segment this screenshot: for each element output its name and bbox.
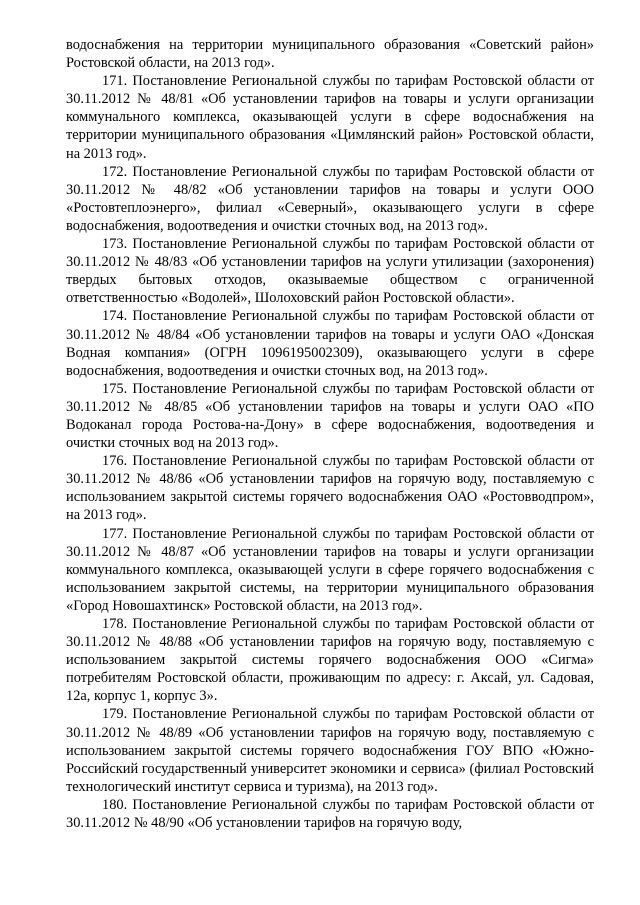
paragraph-item-176: 176. Постановление Региональной службы по тарифам Ростовской области от 30.11.2012 № 48/86 «Об установлении тарифов на горячую воду, поставляемую с использованием закрытой системы горячего водоснабжения ОАО «Ростовводпром», на 2013 год». xyxy=(66,453,594,524)
paragraph-item-175: 175. Постановление Региональной службы по тарифам Ростовской области от 30.11.2012 № 48/85 «Об установлении тарифов на товары и услуги ОАО «ПО Водоканал города Ростова-на-Дону» в сфере водоснабжения, водоотведения и очистки сточных вод на 2013 год». xyxy=(66,380,594,452)
paragraph-continuation: водоснабжения на территории муниципального образования «Советский район» Ростовской области, на 2013 год». xyxy=(66,37,594,72)
paragraph-item-179: 179. Постановление Региональной службы по тарифам Ростовской области от 30.11.2012 № 48/89 «Об установлении тарифов на горячую воду, поставляемую с использованием закрытой системы горячего водоснабжения ГОУ ВПО «Южно-Российский государственный университет экономики и сервиса» (филиал Ростовский технологический институт сервиса и туризма), на 2013 год». xyxy=(66,706,594,795)
paragraph-item-173: 173. Постановление Региональной службы по тарифам Ростовской области от 30.11.2012 № 48/83 «Об установлении тарифов на услуги утилизации (захоронения) твердых бытовых отходов, оказываемые обществом с ограниченной ответственностью «Водолей», Шолоховский район Ростовской области». xyxy=(66,236,594,307)
paragraph-item-177: 177. Постановление Региональной службы по тарифам Ростовской области от 30.11.2012 № 48/87 «Об установлении тарифов на товары и услуги организации коммунального комплекса, оказывающей услуги в сфере горячего водоснабжения с использованием закрытой системы, на территории муниципального образования «Город Новошахтинск» Ростовской области, на 2013 год». xyxy=(66,525,594,614)
paragraph-item-180: 180. Постановление Региональной службы по тарифам Ростовской области от 30.11.2012 № 48/90 «Об установлении тарифов на горячую воду, xyxy=(66,796,594,832)
document-page xyxy=(66,36,594,832)
paragraph-item-178: 178. Постановление Региональной службы по тарифам Ростовской области от 30.11.2012 № 48/88 «Об установлении тарифов на горячую воду, поставляемую с использованием закрытой системы горячего водоснабжения ООО «Сигма» потребителям Ростовской области, проживающим по адресу: г. Аксай, ул. Садовая, 12а, корпус 1, корпус 3». xyxy=(66,616,594,705)
paragraph-item-172: 172. Постановление Региональной службы по тарифам Ростовской области от 30.11.2012 № 48/82 «Об установлении тарифов на товары и услуги ООО «Ростовтеплоэнерго», филиал «Северный», оказывающего услуги в сфере водоснабжения, водоотведения и очистки сточных вод, на 2013 год». xyxy=(66,163,594,234)
paragraph-item-171: 171. Постановление Региональной службы по тарифам Ростовской области от 30.11.2012 № 48/81 «Об установлении тарифов на товары и услуги организации коммунального комплекса, оказывающей услуги в сфере водоснабжения на территории муниципального образования «Цимлянский район» Ростовской области, на 2013 год». xyxy=(66,73,594,162)
paragraph-item-174: 174. Постановление Региональной службы по тарифам Ростовской области от 30.11.2012 № 48/84 «Об установлении тарифов на товары и услуги ОАО «Донская Водная компания» (ОГРН 1096195002309), оказывающего услуги в сфере водоснабжения, водоотведения и очистки сточных вод, на 2013 год». xyxy=(66,308,594,379)
